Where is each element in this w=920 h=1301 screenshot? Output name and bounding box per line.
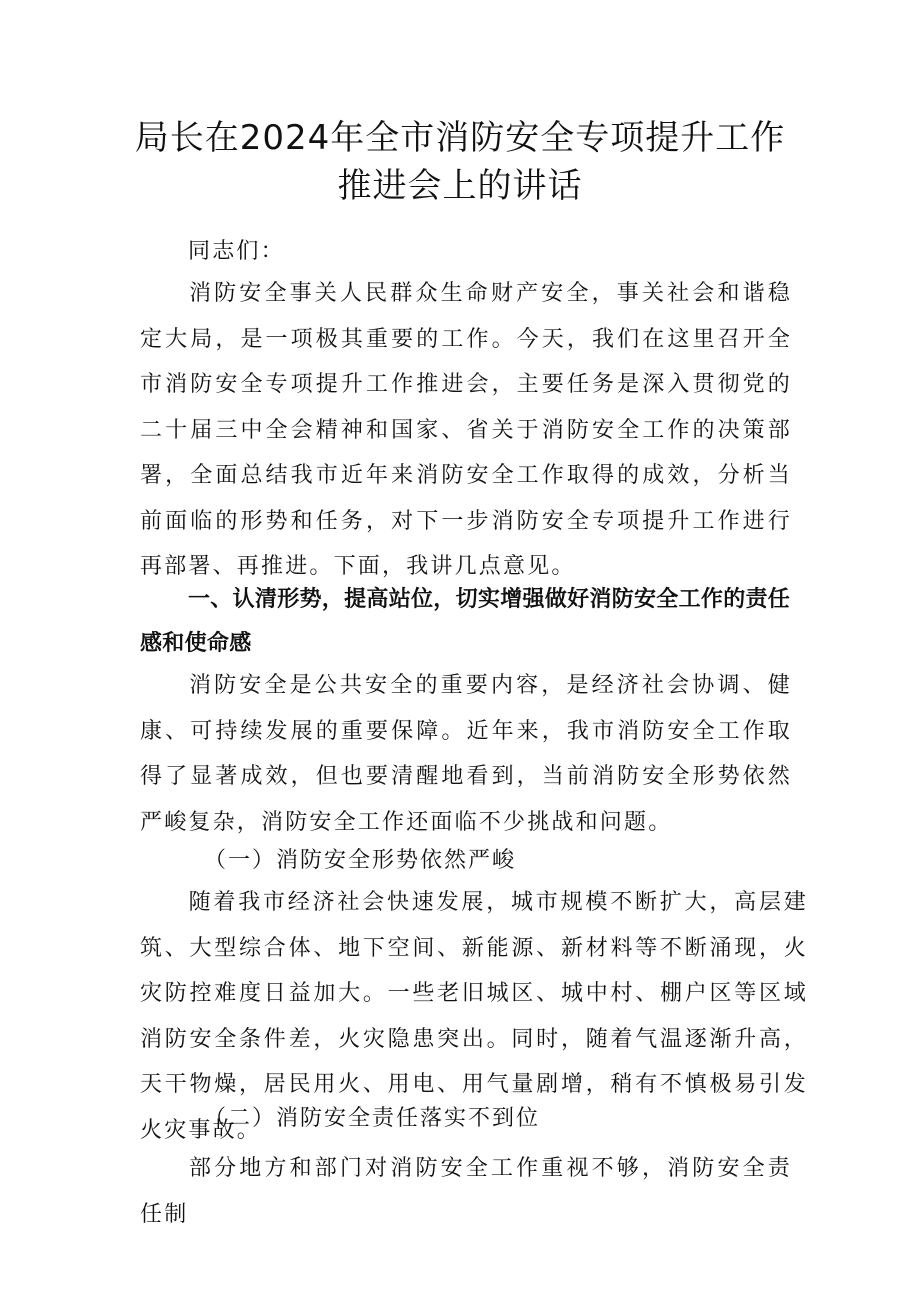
- paragraph-2: [140, 663, 792, 845]
- paragraph-4: [140, 1146, 792, 1237]
- paragraph-4-text: 部分地方和部门对消防安全工作重视不够，消防安全责任制: [140, 1156, 792, 1227]
- paragraph-3-text: 随着我市经济社会快速发展，城市规模不断扩大，高层建筑、大型综合体、地下空间、新能源、新材料等不断涌现，火灾防控难度日益加大。一些老旧城区、城中村、棚户区等区域消防安全条件差，火灾隐患突出。同时，随着气温逐渐升高，天干物燥，居民用火、用电、用气量剧增，稍有不慎极易引发火灾事故。: [140, 890, 808, 1143]
- greeting: [140, 229, 792, 275]
- subheading-1: （一）消防安全形势依然严峻: [204, 848, 517, 873]
- subheading-2: （二）消防安全责任落实不到位: [204, 1106, 541, 1131]
- document-title-line2: 推进会上的讲话: [337, 166, 583, 206]
- greeting-text: 同志们：: [188, 239, 285, 264]
- paragraph-2-text: 消防安全是公共安全的重要内容，是经济社会协调、健康、可持续发展的重要保障。近年来，我市消防安全工作取得了显著成效，但也要清醒地看到，当前消防安全形势依然严峻复杂，消防安全工作还面临不少挑战和问题。: [140, 673, 792, 835]
- document-title-line1: 局长在2024年全市消防安全专项提升工作: [134, 118, 786, 158]
- section-heading-1-text: 一、认清形势，提高站位，切实增强做好消防安全工作的责任感和使命感: [140, 587, 791, 656]
- section-heading-1: [140, 578, 795, 666]
- paragraph-1-text: 消防安全事关人民群众生命财产安全，事关社会和谐稳定大局，是一项极其重要的工作。今天，我们在这里召开全市消防安全专项提升工作推进会，主要任务是深入贯彻党的二十届三中全会精神和国家、省关于消防安全工作的决策部署，全面总结我市近年来消防安全工作取得的成效，分析当前面临的形势和任务，对下一步消防安全专项提升工作进行再部署、再推进。下面，我讲几点意见。: [140, 281, 792, 579]
- paragraph-1: [140, 271, 792, 590]
